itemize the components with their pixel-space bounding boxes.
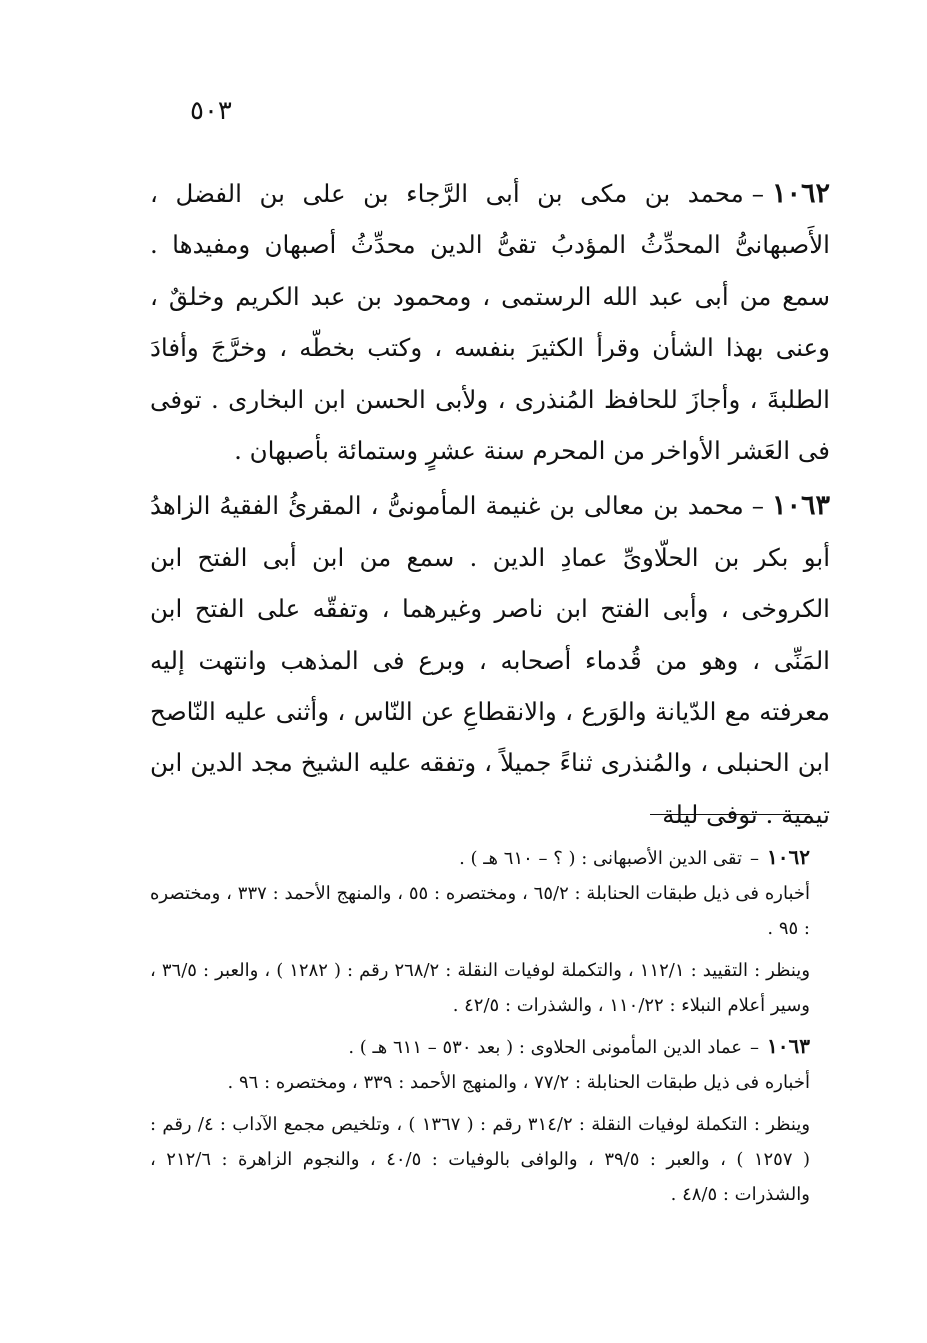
footnote-sources: أخباره فى ذيل طبقات الحنابلة : ٧٧/٢ ، والمنهج الأحمد : ٣٣٩ ، ومختصره : ٩٦ . [227, 1072, 810, 1093]
footnote-separator [650, 814, 810, 815]
footnote-see-also: وينظر : التكملة لوفيات النقلة : ٣١٤/٢ رقم : ( ١٣٦٧ ) ، وتلخيص مجمع الآداب : ٤/ رقم : ( ١٢٥٧ ) ، والعبر : ٣٩/٥ ، والوافى بالوفيات : ٤٠/٥ ، والنجوم الزاهرة : ٢١٢/٦ ، والشذرات : ٤٨/٥ . [150, 1114, 811, 1205]
entry-dash: – [751, 491, 764, 521]
biography-entry-1063 [150, 480, 830, 840]
footnote-heading-text: عماد الدين المأمونى الحلاوى : ( بعد ٥٣٠ – ٦١١ هـ ) . [348, 1037, 743, 1058]
entry-text: محمد بن معالى بن غنيمة المأمونىُّ ، المقرئُ الفقيهُ الزاهدُ أبو بكر بن الحلّاوىِّ عمادِ الدين . سمع من ابن أبى الفتح ابن الكروخى ، وأبى الفتح ابن ناصر وغيرهما ، وتفقّه على الفتح ابن المَنِّى ، وهو من قُدماء أصحابه ، وبرع فى المذهب وانتهت إليه معرفته مع الدّيانة والوَرع ، والانقطاعِ عن النّاس ، وأثنى عليه النّاصح ابن الحنبلى ، والمُنذرى ثناءً جميلاً ، وتفقه عليه الشيخ مجد الدين ابن تيمية . توفى ليلة [150, 491, 830, 829]
footnote-see-also: وينظر : التقييد : ١١٢/١ ، والتكملة لوفيات النقلة : ٢٦٨/٢ رقم : ( ١٢٨٢ ) ، والعبر : ٣٦/٥ ، وسير أعلام النبلاء : ١١٠/٢٢ ، والشذرات : ٤٢/٥ . [150, 960, 811, 1016]
entry-dash: – [751, 179, 764, 208]
main-text [150, 168, 830, 840]
entry-text: محمد بن مكى بن أبى الرَّجاء بن على بن الفضل ، الأَصبهانىُّ المحدِّثُ المؤدبُ تقىُّ الدين محدِّثُ أصبهان ومفيدها . سمع من أبى عبد الله الرستمى ، ومحمود بن عبد الكريم وخلقٌ ، وعنى بهذا الشأن وقرأ الكثيرَ بنفسه ، وكتب بخطّه ، وخرَّجَ وأفادَ الطلبةَ ، وأجازَ للحافظ المُنذرى ، ولأبى الحسن ابن البخارى . توفى فى العَشر الأواخر من المحرم سنة عشرٍ وستمائة بأصبهان . [150, 179, 830, 466]
page-number: ٥٠٣ [190, 96, 232, 126]
footnote-1062 [150, 840, 810, 1023]
entry-number: ١٠٦٢ [771, 178, 830, 209]
footnote-sources: أخباره فى ذيل طبقات الحنابلة : ٦٥/٢ ، ومختصره : ٥٥ ، والمنهج الأحمد : ٣٣٧ ، ومختصره : ٩٥ . [150, 883, 810, 939]
footnote-dash: – [750, 1037, 760, 1058]
footnote-number: ١٠٦٢ [767, 845, 810, 869]
footnote-1063 [150, 1029, 810, 1212]
footnote-heading [150, 840, 810, 876]
footnotes [150, 840, 810, 1212]
footnote-heading [150, 1029, 810, 1065]
footnote-heading-text: تقى الدين الأصبهانى : ( ؟ – ٦١٠ هـ ) . [459, 848, 743, 869]
footnote-number: ١٠٦٣ [767, 1034, 810, 1058]
footnote-dash: – [750, 848, 760, 869]
biography-entry-1062 [150, 168, 830, 476]
entry-number: ١٠٦٣ [771, 490, 830, 522]
